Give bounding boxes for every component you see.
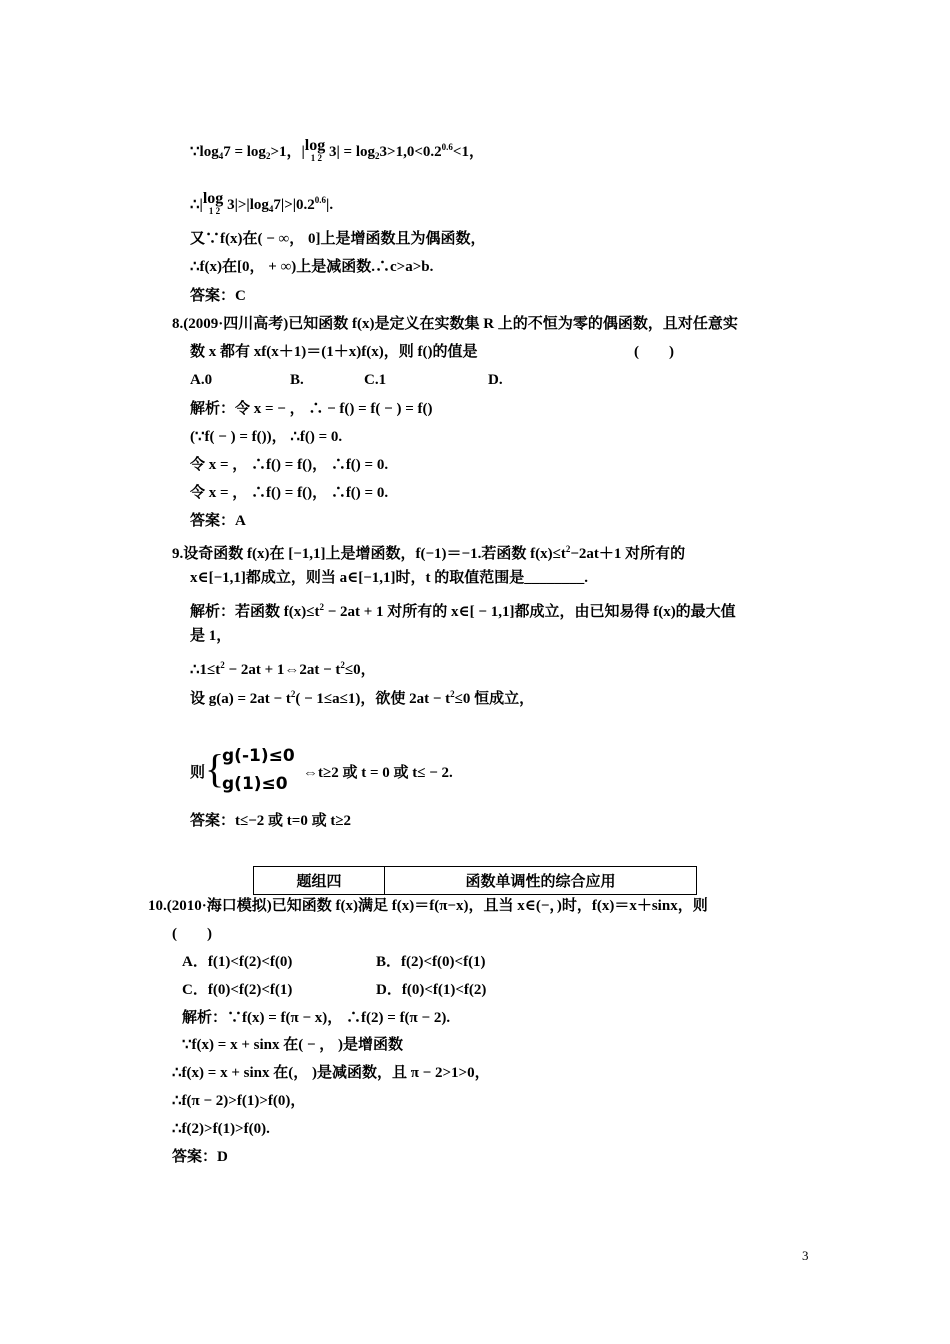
answer-paren: ( ) (634, 344, 674, 360)
log-base: 1 2 (310, 153, 323, 163)
option-d: D．f(0)<f(1)<f(2) (376, 982, 487, 998)
solution-line: 解析：∵f(x) = f(π − x)， ∴f(2) = f(π − 2). (182, 1010, 451, 1026)
solution-line: ∴f(π − 2)>f(1)>f(0)， (172, 1093, 306, 1109)
solution-line (190, 189, 333, 219)
text-run: 7 = log (223, 144, 266, 160)
solution-line: 是 1， (190, 628, 232, 644)
answer-paren: ( ) (172, 926, 212, 942)
inequality-1: g(-1)≤0 (222, 746, 295, 766)
option-a: A．f(1)<f(2)<f(0) (182, 954, 293, 970)
solution-line: 又∵f(x)在( − ∞， 0]上是增函数且为偶函数， (190, 231, 486, 247)
answer-line: 答案：t≤−2 或 t=0 或 t≥2 (190, 813, 352, 829)
solution-line: ⇔t≥2 或 t = 0 或 t≤ − 2. (303, 765, 453, 781)
text-run: 9.设奇函数 f(x)在 [−1,1]上是增函数，f(−1)＝−1.若函数 f(x)≤t (172, 546, 566, 562)
solution-line: ∵f(x) = x + sinx 在( − ， )是增函数 (182, 1037, 404, 1053)
text-run: <1， (452, 144, 484, 160)
solution-line: 则 (190, 765, 206, 781)
answer-line: 答案：A (190, 513, 246, 529)
subscript: 2 (265, 151, 271, 161)
log-expression: log 1 2 (304, 137, 326, 163)
superscript: 0.6 (314, 195, 327, 205)
solution-line: ∴f(2)>f(1)>f(0). (172, 1121, 270, 1137)
text-run: ∵log (190, 144, 219, 160)
brace-icon: { (205, 746, 225, 791)
question-9-line: x∈[−1,1]都成立，则当 a∈[−1,1]时，t 的取值范围是________. (190, 570, 589, 586)
answer-line: 答案：C (190, 288, 246, 304)
solution-line: 解析：令 x = − ， ∴ − f() = f( − ) = f() (190, 401, 433, 417)
inequality-2: g(1)≤0 (222, 774, 288, 794)
text-run: 3>1,0<0.2 (379, 144, 442, 160)
subscript: 4 (218, 151, 224, 161)
solution-line (190, 597, 736, 622)
solution-line: ∴f(x) = x + sinx 在(， )是减函数，且 π − 2>1>0， (172, 1065, 490, 1081)
superscript: 0.6 (441, 142, 453, 152)
solution-line: 令 x = ， ∴f() = f()， ∴f() = 0. (190, 457, 389, 473)
text-run: 3|>|log (223, 197, 269, 213)
question-8-line: 8.(2009·四川高考)已知函数 f(x)是定义在实数集 R 上的不恒为零的偶函数，且对任意实 (172, 316, 738, 332)
option-d: D. (488, 372, 503, 388)
superscript: 2 (565, 544, 571, 554)
solution-line: 设 $g(a) = 2at - t^2( - 1\le a\le 1)$，欲使 $2at - t^2\le 0$ 恒成立， (190, 689, 535, 707)
text-run: 3| = log (325, 144, 376, 160)
text-run: ∴| (190, 197, 203, 213)
option-b: B．f(2)<f(0)<f(1) (376, 954, 486, 970)
text-run: 7|>|0.2 (273, 197, 315, 213)
text-run: −2at＋1 对所有的 (570, 546, 686, 562)
option-a: A.0 (190, 372, 213, 388)
question-8-line: 数 x 都有 xf(x＋1)＝(1＋x)f(x)，则 f()的值是 (190, 344, 478, 360)
solution-line: $\therefore 1\le t^2 - 2at$ + 1⇔2at − $t^2\le 0$， (190, 660, 376, 678)
solution-line: ∴f(x)在[0， + ∞)上是减函数.∴c>a>b. (190, 259, 434, 275)
option-c: C.1 (364, 372, 387, 388)
text-run: >1，| (270, 144, 305, 160)
group-topic: 函数单调性的综合应用 (385, 867, 697, 895)
text-run: |. (326, 197, 334, 213)
subscript: 4 (268, 204, 274, 214)
solution-line: 令 x = ， ∴f() = f()， ∴f() = 0. (190, 485, 389, 501)
question-10-line: 10.(2010·海口模拟)已知函数 f(x)满足 f(x)＝f(π−x)，且当 x∈(−，)时，f(x)＝x＋sinx，则 (148, 898, 708, 914)
answer-line: 答案：D (172, 1149, 228, 1165)
log-expression: log 1 2 (202, 190, 224, 216)
log-base: 1 2 (208, 206, 221, 216)
option-b: B. (290, 372, 304, 388)
solution-line: (∵f( − ) = f())， ∴f() = 0. (190, 429, 343, 445)
solution-line (190, 136, 484, 166)
group-table (253, 866, 697, 895)
group-label: 题组四 (254, 867, 385, 895)
text-run: − 2at + 1 对所有的 x∈[ − 1,1]都成立，由已知易得 f(x)的最大值 (323, 604, 736, 620)
text-run: 解析：若函数 f(x)≤t (190, 604, 320, 620)
question-9-line (172, 539, 685, 564)
page-number: 3 (802, 1248, 809, 1263)
subscript: 2 (375, 151, 380, 161)
option-c: C．f(0)<f(2)<f(1) (182, 982, 293, 998)
superscript: 2 (319, 602, 324, 612)
